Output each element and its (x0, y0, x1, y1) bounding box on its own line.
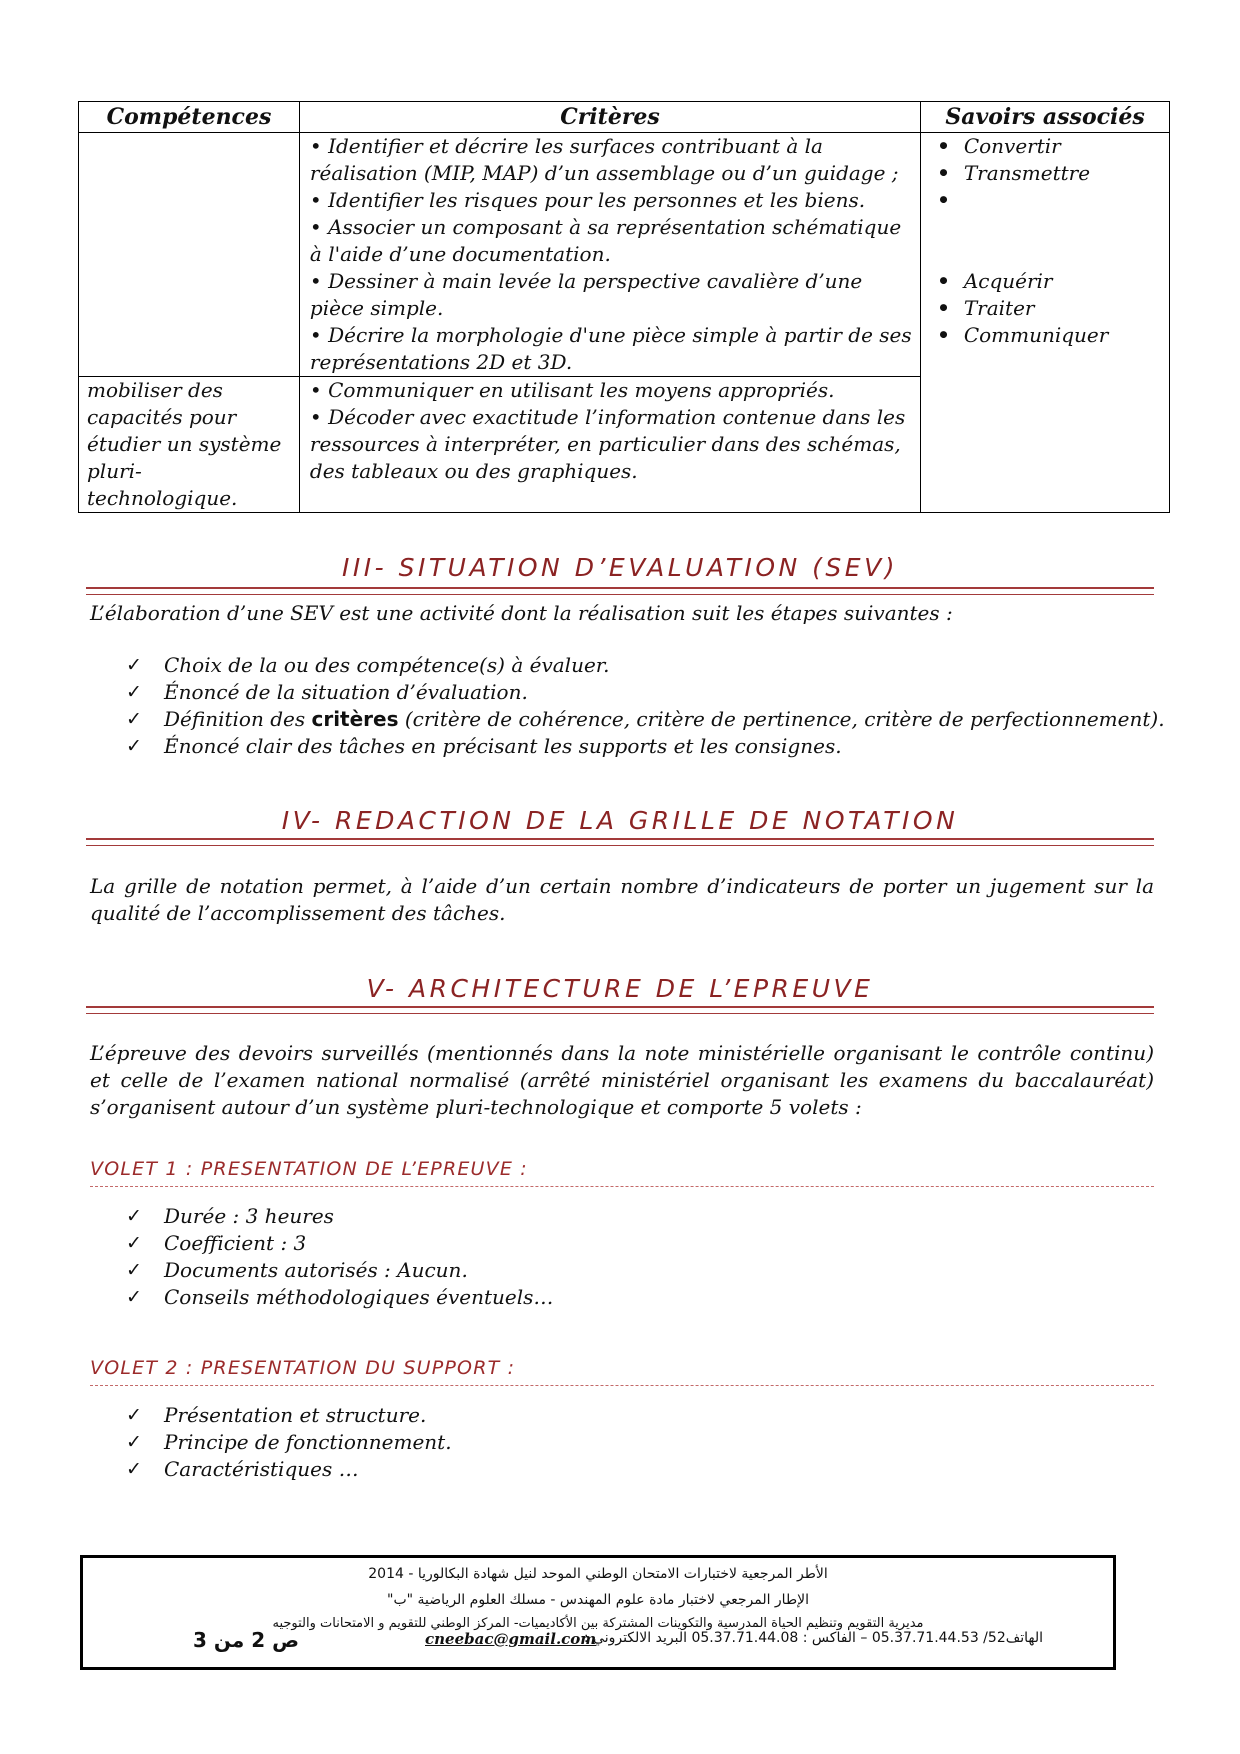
section-5-rule (86, 1006, 1154, 1014)
check-icon: ✓ (126, 1205, 142, 1227)
section-4-paragraph: La grille de notation permet, à l’aide d’un certain nombre d’indicateurs de porter un jugement sur la qualité de l’accomplissement des tâches. (90, 874, 1154, 925)
criteria-cell (299, 133, 920, 377)
list-item: ✓ Définition des critères (critère de cohérence, critère de pertinence, critère de perfectionnement). (126, 707, 1165, 731)
competence-cell: mobiliser des capacités pour étudier un système pluri-technologique. (79, 377, 300, 513)
section-3-title: III- SITUATION D’EVALUATION (SEV) (342, 553, 898, 582)
email-link[interactable]: cneebac@gmail.com (425, 1630, 597, 1648)
volet-2-rule (90, 1385, 1154, 1386)
list-item: ✓ Présentation et structure. (126, 1403, 427, 1427)
list-item: ✓ Durée : 3 heures (126, 1204, 334, 1228)
footer-line-1: الأطر المرجعية لاختبارات الامتحان الوطني الموحد لنيل شهادة البكالوريا - 2014 (368, 1566, 828, 1582)
page-footer (80, 1555, 1116, 1670)
check-icon: ✓ (126, 1259, 142, 1281)
check-icon: ✓ (126, 1286, 142, 1308)
savoir-item: • Acquérir (937, 268, 1161, 295)
criteria-item: • Décoder avec exactitude l’information contenue dans les ressources à interpréter, en particulier dans des schémas, des tableaux ou des graphiques. (310, 404, 912, 485)
check-icon: ✓ (126, 654, 142, 676)
check-icon: ✓ (126, 735, 142, 757)
criteria-cell (299, 377, 920, 513)
volet-2-title: VOLET 2 : PRESENTATION DU SUPPORT : (90, 1357, 516, 1379)
footer-contact-row (193, 1628, 1043, 1654)
savoir-spacer (937, 187, 1161, 268)
savoirs-list (929, 133, 1161, 349)
header-competences: Compétences (79, 102, 300, 133)
header-criteres: Critères (299, 102, 920, 133)
section-3-rule (86, 587, 1154, 595)
criteria-item: • Décrire la morphologie d'une pièce simple à partir de ses représentations 2D et 3D. (310, 322, 912, 376)
list-item: ✓ Énoncé de la situation d’évaluation. (126, 680, 528, 704)
check-icon: ✓ (126, 708, 142, 730)
footer-line-2: الإطار المرجعي لاختبار مادة علوم المهندس - مسلك العلوم الرياضية "ب" (387, 1592, 809, 1608)
check-icon: ✓ (126, 1232, 142, 1254)
list-item: ✓ Caractéristiques … (126, 1457, 359, 1481)
list-item: ✓ Choix de la ou des compétence(s) à évaluer. (126, 653, 610, 677)
list-item: ✓ Énoncé clair des tâches en précisant les supports et les consignes. (126, 734, 842, 758)
competence-cell (79, 133, 300, 377)
page-number: ص 2 من 3 (193, 1628, 300, 1652)
header-savoirs: Savoirs associés (921, 102, 1170, 133)
table-row (79, 133, 1170, 377)
footer-contact: الهاتف52/ 05.37.71.44.53 – الفاكس : 05.37.71.44.08 البريد الالكتروني : (583, 1630, 1043, 1646)
savoir-item: • Convertir (937, 133, 1161, 160)
section-4-title: IV- REDACTION DE LA GRILLE DE NOTATION (281, 806, 959, 835)
volet-1-list (126, 1203, 553, 1311)
check-icon: ✓ (126, 1431, 142, 1453)
section-5-paragraph: L’épreuve des devoirs surveillés (mentionnés dans la note ministérielle organisant le contrôle continu) et celle de l’examen national normalisé (arrêté ministériel organisant les examens du baccalauréat) s’organisent autour d’un système pluri-technologique et comporte 5 volets : (90, 1041, 1154, 1119)
savoir-item: • Communiquer (937, 322, 1161, 349)
volet-1-rule (90, 1186, 1154, 1187)
volet-2-list (126, 1402, 452, 1483)
list-item: ✓ Principe de fonctionnement. (126, 1430, 452, 1454)
section-3-list (126, 652, 1165, 760)
section-4-rule (86, 838, 1154, 846)
savoirs-cell (921, 133, 1170, 513)
criteria-item: • Identifier les risques pour les personnes et les biens. (310, 187, 912, 214)
section-5-title: V- ARCHITECTURE DE L’EPREUVE (366, 974, 874, 1003)
table-header-row (79, 102, 1170, 133)
criteres-bold: critères (311, 707, 399, 731)
criteria-item: • Identifier et décrire les surfaces contribuant à la réalisation (MIP, MAP) d’un assemblage ou d’un guidage ; (310, 133, 912, 187)
volet-1-title: VOLET 1 : PRESENTATION DE L’EPREUVE : (90, 1158, 528, 1180)
criteria-item: • Associer un composant à sa représentation schématique à l'aide d’une documentation. (310, 214, 912, 268)
list-item: ✓ Documents autorisés : Aucun. (126, 1258, 468, 1282)
check-icon: ✓ (126, 681, 142, 703)
criteria-item: • Communiquer en utilisant les moyens appropriés. (310, 377, 912, 404)
list-item: ✓ Coefficient : 3 (126, 1231, 307, 1255)
savoir-item: • Traiter (937, 295, 1161, 322)
savoir-item: • Transmettre (937, 160, 1161, 187)
list-item: ✓ Conseils méthodologiques éventuels… (126, 1285, 554, 1309)
competences-table (78, 101, 1170, 513)
check-icon: ✓ (126, 1458, 142, 1480)
criteria-item: • Dessiner à main levée la perspective cavalière d’une pièce simple. (310, 268, 912, 322)
section-3-intro: L’élaboration d’une SEV est une activité dont la réalisation suit les étapes suivantes : (90, 601, 953, 625)
footer-line-3: مديرية التقويم وتنظيم الحياة المدرسية والتكوينات المشتركة بين الأكاديميات- المركز الوطني للتقويم و الامتحانات والتوجيه (272, 1616, 924, 1631)
check-icon: ✓ (126, 1404, 142, 1426)
